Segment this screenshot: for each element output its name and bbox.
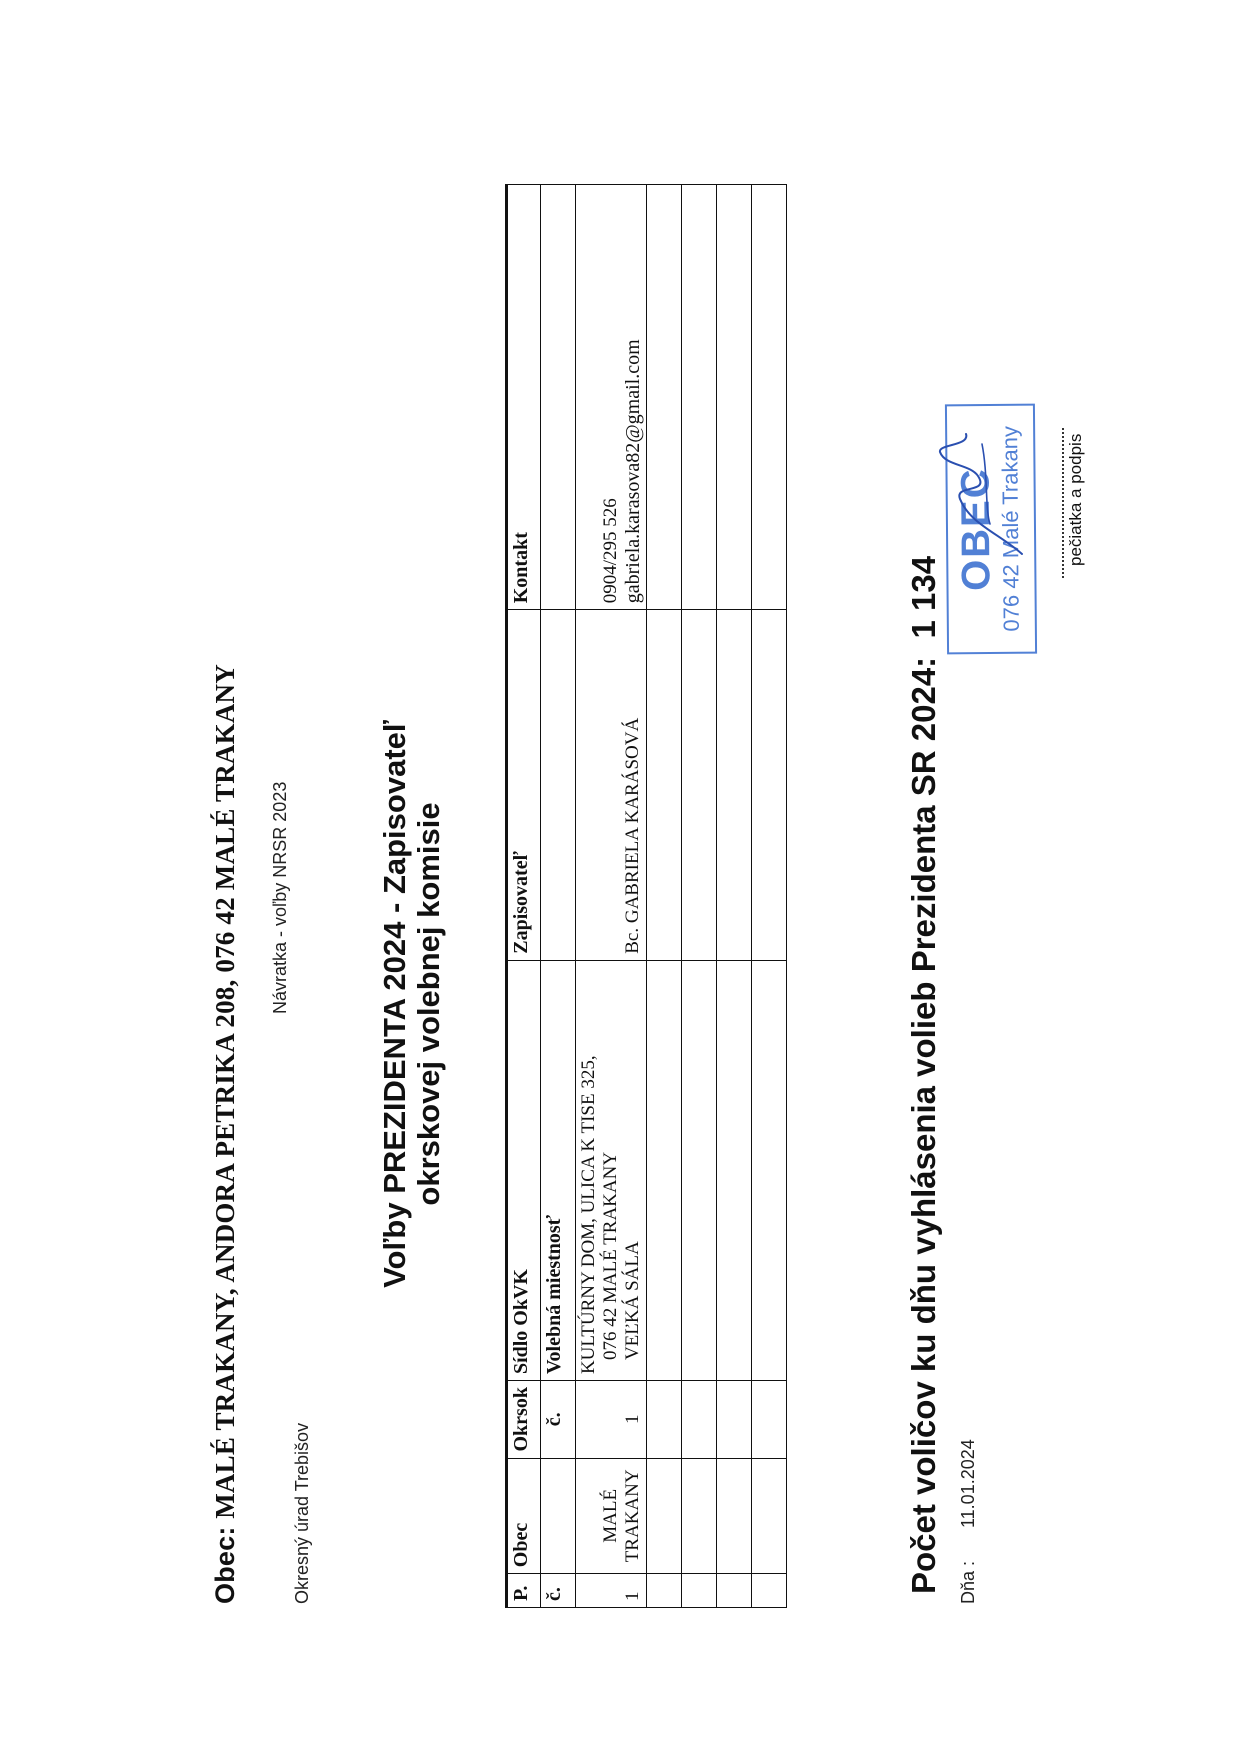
handwritten-signature [930, 394, 1030, 594]
sidlo-line-3: VEĽKÁ SÁLA [622, 1241, 643, 1361]
signature-label: pečiatka a podpis [1066, 433, 1085, 566]
sidlo-line-2: 076 42 MALÉ TRAKANY [600, 1151, 621, 1361]
sidlo-line-1: KULTÚRNY DOM, ULICA K TISE 325, [578, 1055, 599, 1375]
table-subheader-row [541, 185, 576, 1608]
district-office: Okresný úrad Trebišov [292, 1422, 312, 1604]
return-note: Návratka - voľby NRSR 2023 [270, 781, 290, 1014]
date-value: 11.01.2024 [958, 1439, 978, 1528]
subheader-zapisovatel [541, 610, 576, 961]
municipality-header [210, 664, 241, 1604]
signature-line [1062, 428, 1064, 578]
header-okrsok: Okrsok [507, 1381, 541, 1458]
subheader-miestnost: Volebná miestnosť [541, 960, 576, 1380]
cell-sidlo [576, 960, 647, 1380]
date-label: Dňa : [958, 1560, 978, 1604]
subheader-okrsok: č. [541, 1381, 576, 1458]
subheader-p: č. [541, 1574, 576, 1608]
obec-line-2: TRAKANY [622, 1469, 643, 1563]
table-row-blank [752, 185, 787, 1608]
table-header-row [507, 185, 541, 1608]
header-sidlo: Sídlo OkVK [507, 960, 541, 1380]
header-p: P. [507, 1574, 541, 1608]
stamp-line-1: OBEC [953, 467, 999, 592]
contact-phone: 0904/295 526 [600, 498, 621, 604]
header-kontakt: Kontakt [507, 185, 541, 610]
voter-count-label: Počet voličov ku dňu vyhlásenia volieb Prezidenta SR 2024: [905, 656, 942, 1594]
cell-p-c: 1 [576, 1574, 647, 1608]
cell-kontakt [576, 185, 647, 610]
table-row-blank [682, 185, 717, 1608]
commission-table [505, 184, 787, 1608]
cell-okrsok: 1 [576, 1381, 647, 1458]
document-title [378, 594, 446, 1414]
header-address: , ANDORA PETRIKA 208, 076 42 MALÉ TRAKANY [210, 664, 240, 1296]
subheader-kontakt [541, 185, 576, 610]
cell-obec [576, 1458, 647, 1574]
table-row-blank [717, 185, 752, 1608]
header-municipality: MALÉ TRAKANY [210, 1295, 240, 1519]
cell-zapisovatel: Bc. GABRIELA KARÁSOVÁ [576, 610, 647, 961]
contact-email: gabriela.karasova82@gmail.com [622, 339, 644, 604]
stamp-line-2: 076 42 Malé Trakany [997, 425, 1024, 632]
obec-line-1: MALÉ [600, 1488, 621, 1543]
header-prefix: Obec: [210, 1518, 240, 1604]
table-row [576, 185, 647, 1608]
header-obec: Obec [507, 1458, 541, 1574]
voter-count [905, 556, 943, 1594]
header-zapisovatel: Zapisovateľ [507, 610, 541, 961]
title-line-1: Voľby PREZIDENTA 2024 - Zapisovateľ [377, 720, 412, 1288]
subheader-obec [541, 1458, 576, 1574]
title-line-2: okrskovej volebnej komisie [411, 802, 446, 1206]
voter-count-value: 1 134 [905, 555, 942, 639]
table-row-blank [647, 185, 682, 1608]
